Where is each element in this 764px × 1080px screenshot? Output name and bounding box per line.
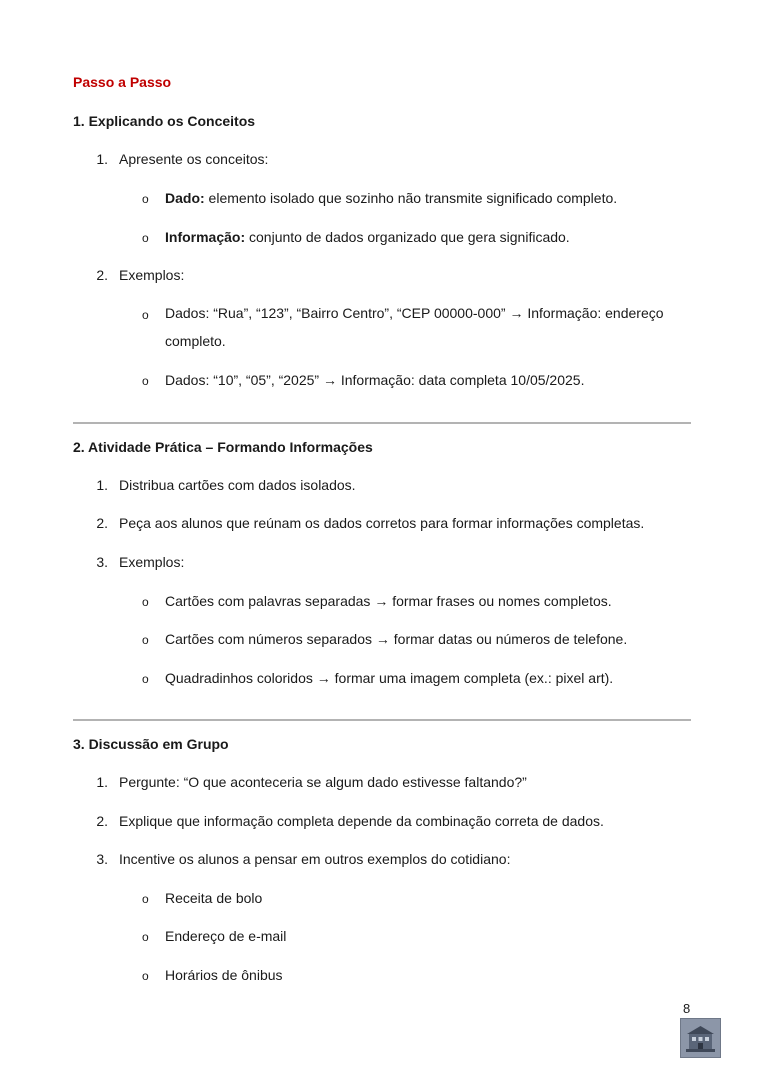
list-number: 1. xyxy=(96,477,108,493)
list-number: 1. xyxy=(96,774,108,790)
list-number: 2. xyxy=(96,515,108,531)
bullet-icon: o xyxy=(142,308,149,322)
list-number: 2. xyxy=(96,267,108,283)
list-item: Receita de bolo xyxy=(165,890,263,906)
bullet-icon: o xyxy=(142,595,149,609)
divider xyxy=(73,719,691,721)
list-item: Endereço de e-mail xyxy=(165,928,287,944)
divider xyxy=(73,422,691,424)
bullet-icon: o xyxy=(142,231,149,245)
list-item xyxy=(165,189,617,207)
list-item: Horários de ônibus xyxy=(165,967,283,983)
list-item: Exemplos: xyxy=(119,267,185,283)
term-label: Dado: xyxy=(165,190,205,206)
bullet-icon: o xyxy=(142,969,149,983)
bullet-icon: o xyxy=(142,672,149,686)
bullet-icon: o xyxy=(142,192,149,206)
list-number: 3. xyxy=(96,851,108,867)
list-item: Incentive os alunos a pensar em outros exemplos do cotidiano: xyxy=(119,851,511,867)
list-item: Cartões com números separados → formar datas ou números de telefone. xyxy=(165,631,628,647)
list-item xyxy=(165,228,570,246)
bullet-icon: o xyxy=(142,892,149,906)
list-item: Dados: “Rua”, “123”, “Bairro Centro”, “CEP 00000-000” → Informação: endereço completo. xyxy=(165,305,664,349)
term-label: Informação: xyxy=(165,229,246,245)
bullet-icon: o xyxy=(142,633,149,647)
section-title: Passo a Passo xyxy=(73,74,172,90)
list-item: Explique que informação completa depende da combinação correta de dados. xyxy=(119,813,604,829)
list-item: Dados: “10”, “05”, “2025” → Informação: data completa 10/05/2025. xyxy=(165,372,585,388)
list-item: Exemplos: xyxy=(119,554,185,570)
list-item: Cartões com palavras separadas → formar frases ou nomes completos. xyxy=(165,593,612,609)
bullet-icon: o xyxy=(142,930,149,944)
list-number: 1. xyxy=(96,151,108,167)
bullet-icon: o xyxy=(142,374,149,388)
term-definition: conjunto de dados organizado que gera significado. xyxy=(245,229,570,245)
list-number: 3. xyxy=(96,554,108,570)
term-definition: elemento isolado que sozinho não transmite significado completo. xyxy=(204,190,618,206)
heading-explicando: 1. Explicando os Conceitos xyxy=(73,113,256,129)
list-item: Quadradinhos coloridos → formar uma imagem completa (ex.: pixel art). xyxy=(165,670,614,686)
page-number: 8 xyxy=(683,1001,691,1016)
heading-discussao: 3. Discussão em Grupo xyxy=(73,736,229,752)
school-logo-icon xyxy=(681,1019,720,1057)
list-item: Peça aos alunos que reúnam os dados corretos para formar informações completas. xyxy=(119,515,645,531)
list-item: Apresente os conceitos: xyxy=(119,151,269,167)
list-item: Pergunte: “O que aconteceria se algum dado estivesse faltando?” xyxy=(119,774,527,790)
heading-atividade: 2. Atividade Prática – Formando Informações xyxy=(73,439,373,455)
list-item: Distribua cartões com dados isolados. xyxy=(119,477,356,493)
list-number: 2. xyxy=(96,813,108,829)
logo-icon xyxy=(680,1018,721,1058)
